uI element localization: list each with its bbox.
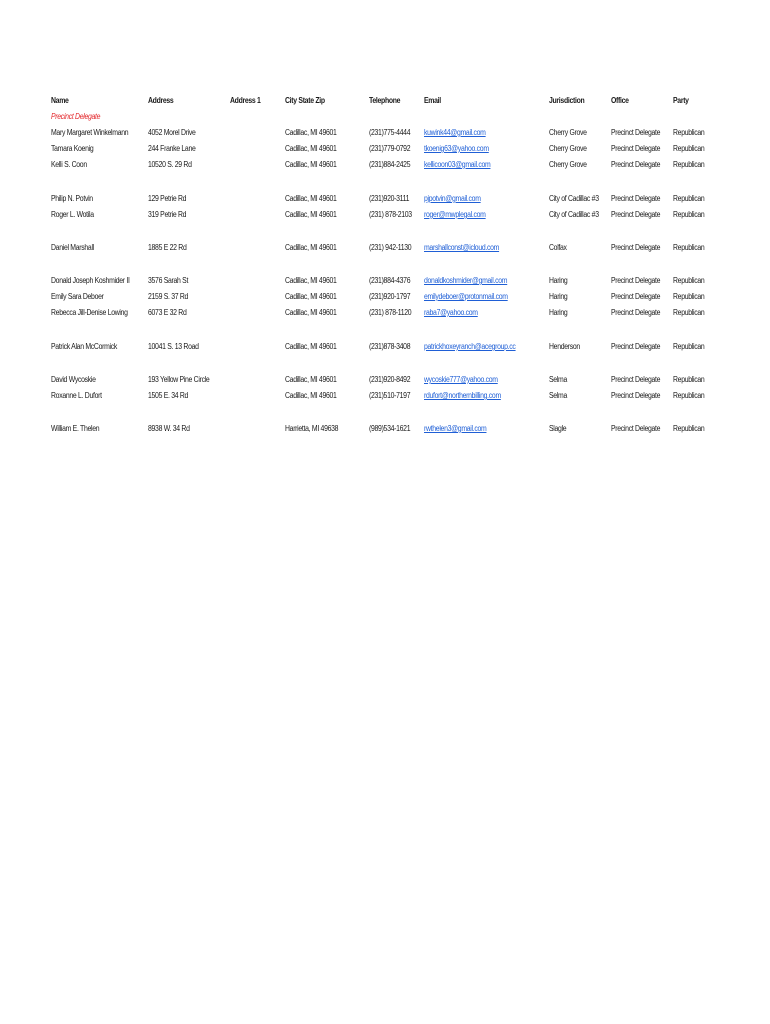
table-row — [0, 159, 770, 173]
cell-party: Republican — [673, 194, 705, 203]
cell-party: Republican — [673, 210, 705, 219]
cell-telephone: (231)779-0792 — [369, 144, 411, 153]
cell-city: Cadillac, MI 49601 — [285, 391, 337, 400]
cell-jurisdiction: City of Cadillac #3 — [549, 194, 599, 203]
cell-telephone: (231)884-4376 — [369, 276, 411, 285]
cell-office: Precinct Delegate — [611, 194, 661, 203]
cell-telephone: (989)534-1621 — [369, 424, 411, 433]
email-link[interactable]: rwthelen3@gmail.com — [424, 424, 487, 433]
cell-name: Kelli S. Coon — [51, 160, 87, 169]
email-link[interactable]: pjpotvin@gmail.com — [424, 194, 481, 203]
cell-telephone: (231) 878-2103 — [369, 210, 412, 219]
table-row — [0, 390, 770, 404]
cell-city: Cadillac, MI 49601 — [285, 342, 337, 351]
cell-party: Republican — [673, 128, 705, 137]
cell-name: Mary Margaret Winkelmann — [51, 128, 129, 137]
email-link[interactable]: emilydeboer@protonmail.com — [424, 292, 508, 301]
cell-jurisdiction: Colfax — [549, 243, 567, 252]
cell-city: Cadillac, MI 49601 — [285, 160, 337, 169]
table-row — [0, 423, 770, 437]
cell-city: Cadillac, MI 49601 — [285, 375, 337, 384]
header-telephone: Telephone — [369, 96, 401, 105]
cell-telephone: (231)920-1797 — [369, 292, 411, 301]
cell-jurisdiction: Selma — [549, 375, 568, 384]
cell-address: 3576 Sarah St — [148, 276, 189, 285]
table-row — [0, 209, 770, 223]
cell-city: Harrietta, MI 49638 — [285, 424, 339, 433]
cell-address: 1505 E. 34 Rd — [148, 391, 189, 400]
email-link[interactable]: roger@mwplegal.com — [424, 210, 486, 219]
cell-telephone: (231) 878-1120 — [369, 308, 412, 317]
cell-address: 6073 E 32 Rd — [148, 308, 187, 317]
cell-party: Republican — [673, 160, 705, 169]
cell-jurisdiction: Haring — [549, 292, 568, 301]
cell-party: Republican — [673, 391, 705, 400]
cell-jurisdiction: City of Cadillac #3 — [549, 210, 599, 219]
cell-jurisdiction: Selma — [549, 391, 568, 400]
cell-city: Cadillac, MI 49601 — [285, 243, 337, 252]
cell-name: David Wycoskie — [51, 375, 96, 384]
table-row — [0, 242, 770, 256]
cell-office: Precinct Delegate — [611, 243, 661, 252]
cell-city: Cadillac, MI 49601 — [285, 276, 337, 285]
header-city: City State Zip — [285, 96, 325, 105]
section-label: Precinct Delegate — [51, 112, 101, 121]
cell-name: Roxanne L. Dufort — [51, 391, 102, 400]
cell-office: Precinct Delegate — [611, 144, 661, 153]
cell-address: 4052 Morel Drive — [148, 128, 196, 137]
email-link[interactable]: kuwink44@gmail.com — [424, 128, 486, 137]
cell-address: 10520 S. 29 Rd — [148, 160, 192, 169]
cell-name: Daniel Marshall — [51, 243, 94, 252]
table-row — [0, 275, 770, 289]
cell-address: 129 Petrie Rd — [148, 194, 187, 203]
table-row — [0, 193, 770, 207]
cell-city: Cadillac, MI 49601 — [285, 292, 337, 301]
header-address: Address — [148, 96, 174, 105]
cell-party: Republican — [673, 342, 705, 351]
cell-address: 244 Franke Lane — [148, 144, 196, 153]
cell-name: William E. Thelen — [51, 424, 100, 433]
cell-party: Republican — [673, 144, 705, 153]
cell-name: Roger L. Wotila — [51, 210, 94, 219]
cell-party: Republican — [673, 308, 705, 317]
cell-office: Precinct Delegate — [611, 424, 661, 433]
cell-telephone: (231)510-7197 — [369, 391, 411, 400]
cell-office: Precinct Delegate — [611, 391, 661, 400]
cell-name: Rebecca Jill-Denise Lowing — [51, 308, 128, 317]
cell-telephone: (231)920-3111 — [369, 194, 410, 203]
cell-city: Cadillac, MI 49601 — [285, 128, 337, 137]
cell-jurisdiction: Haring — [549, 308, 568, 317]
cell-name: Patrick Alan McCormick — [51, 342, 118, 351]
cell-address: 193 Yellow Pine Circle — [148, 375, 210, 384]
email-link[interactable]: raba7@yahoo.com — [424, 308, 478, 317]
cell-jurisdiction: Cherry Grove — [549, 128, 587, 137]
cell-jurisdiction: Haring — [549, 276, 568, 285]
cell-jurisdiction: Slagle — [549, 424, 567, 433]
header-address1: Address 1 — [230, 96, 261, 105]
header-jurisdiction: Jurisdiction — [549, 96, 585, 105]
cell-office: Precinct Delegate — [611, 375, 661, 384]
cell-city: Cadillac, MI 49601 — [285, 144, 337, 153]
cell-jurisdiction: Cherry Grove — [549, 144, 587, 153]
cell-party: Republican — [673, 243, 705, 252]
cell-office: Precinct Delegate — [611, 160, 661, 169]
email-link[interactable]: patrickhoxeyranch@acegroup.cc — [424, 342, 516, 351]
header-name: Name — [51, 96, 69, 105]
email-link[interactable]: tkoenig63@yahoo.com — [424, 144, 489, 153]
email-link[interactable]: rdufort@northernbilling.com — [424, 391, 501, 400]
header-party: Party — [673, 96, 689, 105]
cell-telephone: (231) 942-1130 — [369, 243, 412, 252]
table-row — [0, 374, 770, 388]
cell-telephone: (231)884-2425 — [369, 160, 411, 169]
email-link[interactable]: marshallconst@icloud.com — [424, 243, 500, 252]
table-row — [0, 127, 770, 141]
cell-name: Philip N. Potvin — [51, 194, 93, 203]
header-office: Office — [611, 96, 629, 105]
cell-party: Republican — [673, 292, 705, 301]
email-link[interactable]: donaldkoshmider@gmail.com — [424, 276, 508, 285]
cell-office: Precinct Delegate — [611, 210, 661, 219]
cell-address: 8938 W. 34 Rd — [148, 424, 190, 433]
cell-office: Precinct Delegate — [611, 342, 661, 351]
table-row — [0, 307, 770, 321]
cell-address: 1885 E 22 Rd — [148, 243, 187, 252]
header-email: Email — [424, 96, 441, 105]
cell-party: Republican — [673, 375, 705, 384]
cell-name: Emily Sara Deboer — [51, 292, 104, 301]
cell-address: 319 Petrie Rd — [148, 210, 187, 219]
cell-office: Precinct Delegate — [611, 308, 661, 317]
email-link[interactable]: wycoskie777@yahoo.com — [424, 375, 498, 384]
cell-name: Donald Joseph Koshmider II — [51, 276, 130, 285]
cell-jurisdiction: Henderson — [549, 342, 580, 351]
cell-office: Precinct Delegate — [611, 276, 661, 285]
cell-city: Cadillac, MI 49601 — [285, 194, 337, 203]
cell-party: Republican — [673, 424, 705, 433]
cell-city: Cadillac, MI 49601 — [285, 210, 337, 219]
table-row — [0, 291, 770, 305]
header-row — [0, 95, 770, 109]
cell-telephone: (231)878-3408 — [369, 342, 411, 351]
cell-telephone: (231)920-8492 — [369, 375, 411, 384]
cell-name: Tamara Koenig — [51, 144, 94, 153]
cell-telephone: (231)775-4444 — [369, 128, 411, 137]
table-row — [0, 143, 770, 157]
table-row — [0, 341, 770, 355]
cell-office: Precinct Delegate — [611, 128, 661, 137]
cell-party: Republican — [673, 276, 705, 285]
cell-office: Precinct Delegate — [611, 292, 661, 301]
cell-address: 2159 S. 37 Rd — [148, 292, 189, 301]
cell-address: 10041 S. 13 Road — [148, 342, 199, 351]
cell-city: Cadillac, MI 49601 — [285, 308, 337, 317]
email-link[interactable]: kellicoon03@gmail.com — [424, 160, 491, 169]
cell-jurisdiction: Cherry Grove — [549, 160, 587, 169]
